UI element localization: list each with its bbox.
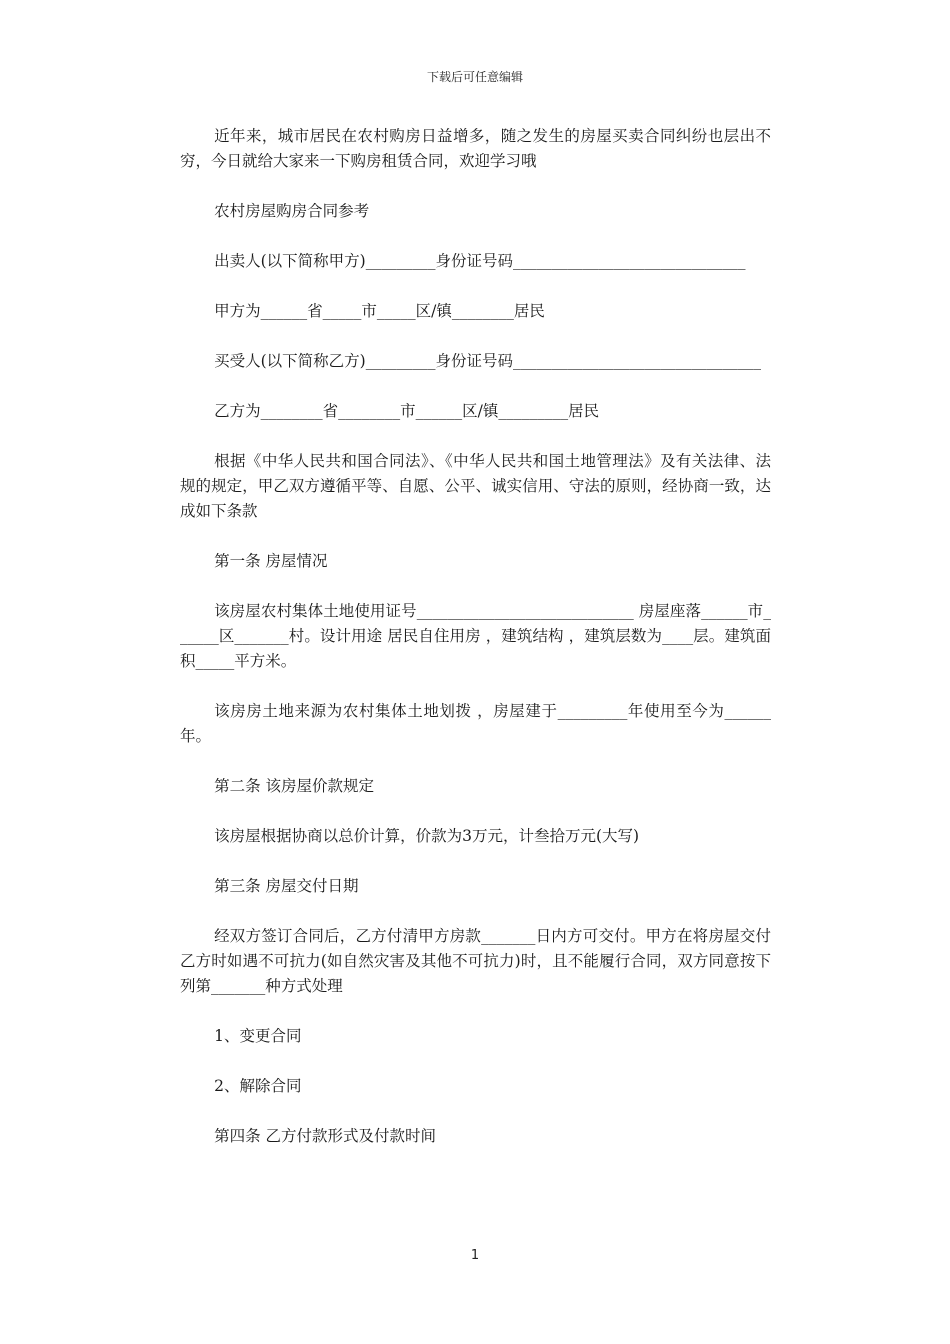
article-2-price: 该房屋根据协商以总价计算，价款为3万元，计叁拾万元(大写) bbox=[214, 827, 640, 845]
document-title: 农村房屋购房合同参考 bbox=[214, 202, 370, 220]
legal-basis-paragraph: 根据《中华人民共和国合同法》、《中华人民共和国土地管理法》及有关法律、法规的规定，甲乙双方遵循平等、自愿、公平、诚实信用、守法的原则，经协商一致，达成如下条款 bbox=[180, 452, 771, 520]
article-1-land-source: 该房房土地来源为农村集体土地划拨 ，房屋建于_________年使用至今为______年。 bbox=[180, 702, 771, 745]
page-number: 1 bbox=[470, 1248, 480, 1263]
option-1-item: 1、变更合同 bbox=[214, 1027, 302, 1045]
article-3-delivery: 经双方签订合同后，乙方付清甲方房款_______日内方可交付。甲方在将房屋交付乙方时如遇不可抗力(如自然灾害及其他不可抗力)时，且不能履行合同，双方同意按下列第_______种方式处理 bbox=[180, 927, 771, 995]
article-1-heading: 第一条 房屋情况 bbox=[214, 552, 328, 570]
article-3-heading: 第三条 房屋交付日期 bbox=[214, 877, 359, 895]
document-body bbox=[180, 124, 771, 1174]
seller-residence-line: 甲方为______省_____市_____区/镇________居民 bbox=[214, 302, 545, 320]
intro-paragraph: 近年来，城市居民在农村购房日益增多，随之发生的房屋买卖合同纠纷也层出不穷，今日就给大家来一下购房租赁合同，欢迎学习哦 bbox=[180, 127, 771, 170]
option-2-item: 2、解除合同 bbox=[214, 1077, 302, 1095]
buyer-residence-line: 乙方为________省________市______区/镇_________居民 bbox=[214, 402, 600, 420]
article-4-heading: 第四条 乙方付款形式及付款时间 bbox=[214, 1127, 437, 1145]
article-2-heading: 第二条 该房屋价款规定 bbox=[214, 777, 375, 795]
page-header: 下载后可任意编辑 bbox=[426, 70, 523, 84]
seller-line: 出卖人(以下简称甲方)_________身份证号码______________________________ bbox=[214, 252, 746, 270]
buyer-line: 买受人(以下简称乙方)_________身份证号码________________________________ bbox=[214, 352, 761, 370]
article-1-house-details: 该房屋农村集体土地使用证号____________________________ 房屋座落______市______区_______村。设计用途 居民自住用房 ，建筑结构 ，建筑层数为____层。建筑面积_____平方米。 bbox=[180, 602, 771, 670]
